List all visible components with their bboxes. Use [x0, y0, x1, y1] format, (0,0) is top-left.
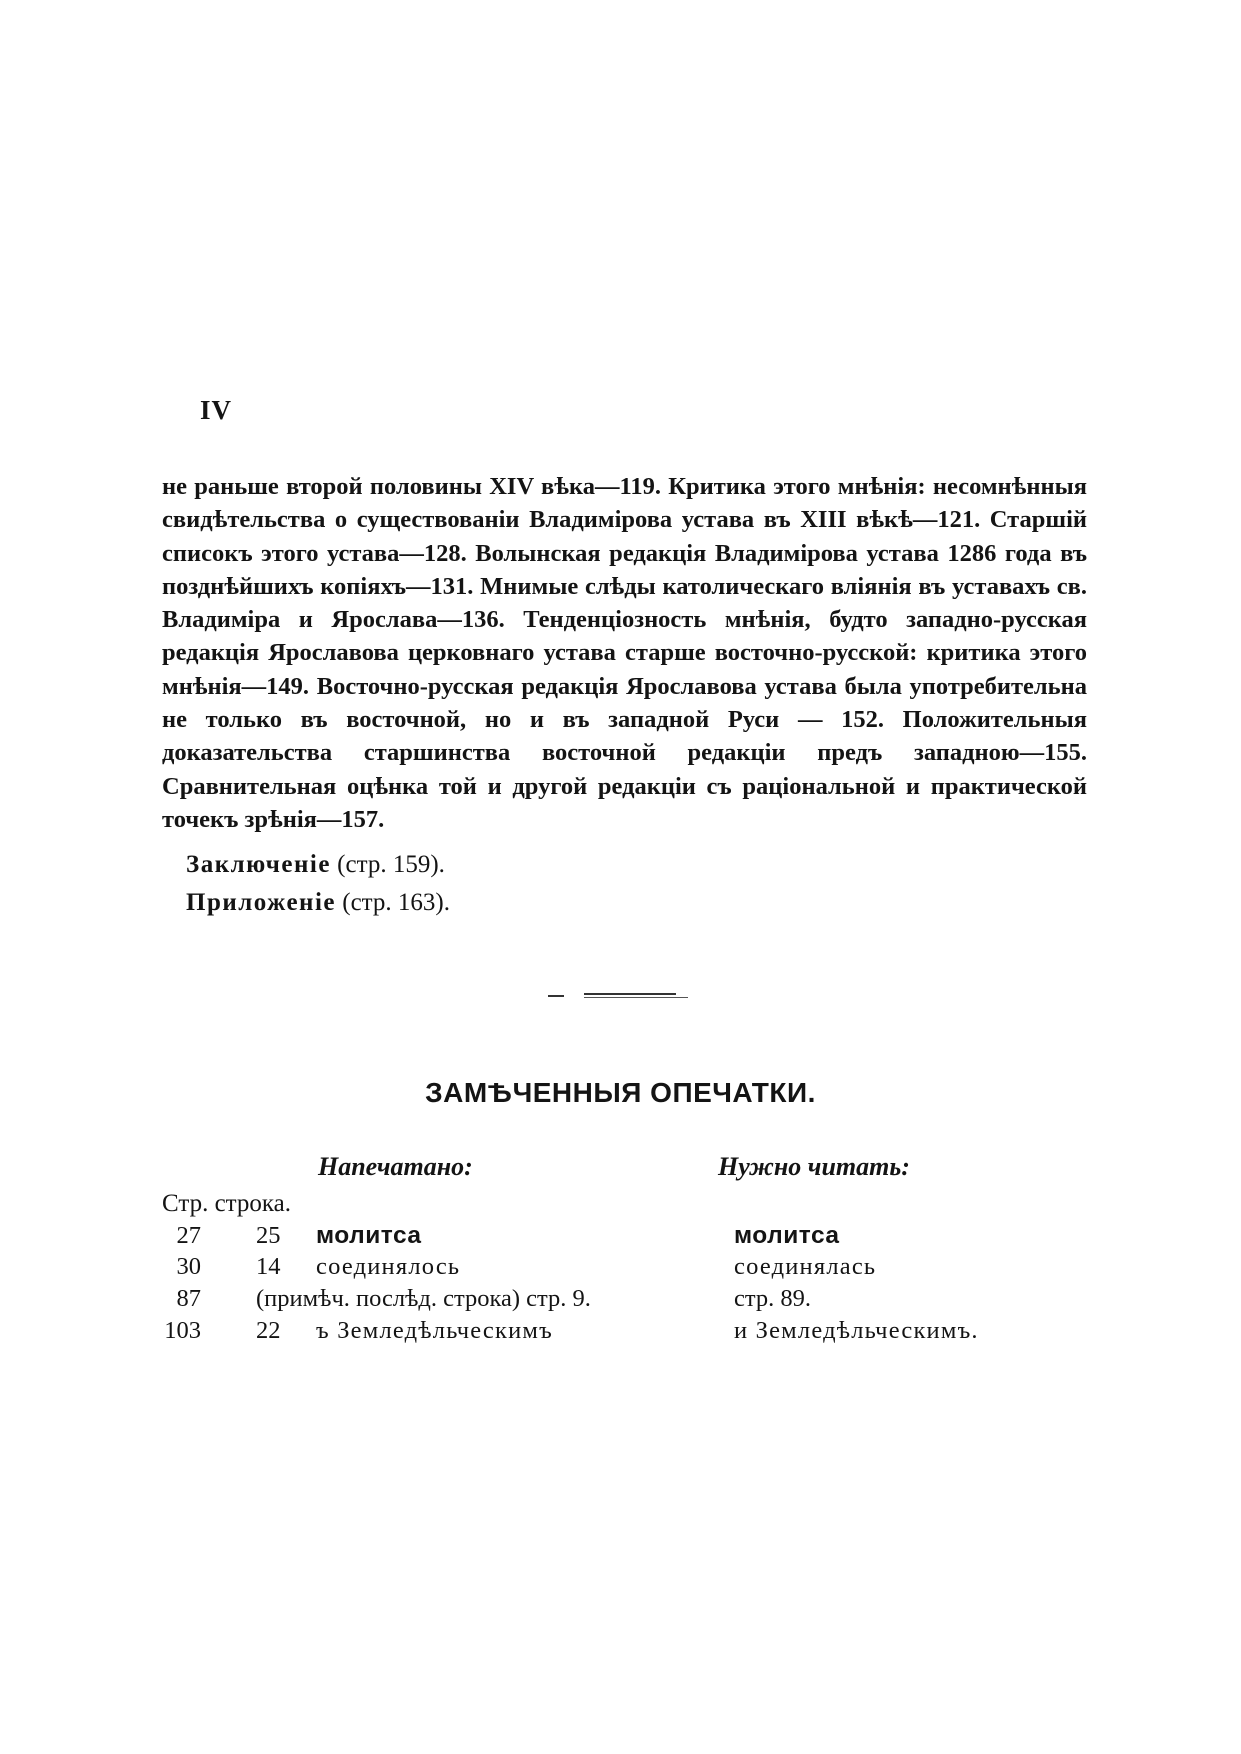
errata-subheader: Стр. строка. [162, 1190, 292, 1217]
appendix-label: Приложеніе [186, 889, 336, 916]
page-number: IV [200, 395, 233, 425]
section-separator [548, 993, 688, 999]
errata-page: 87 [176, 1285, 201, 1312]
contents-paragraph: не раньше второй половины XIV вѣка—119. Критика этого мнѣнія: несомнѣнныя свидѣтельства о существованіи Владимірова устава въ XIII вѣкѣ—121. Старшій списокъ этого устава—128. Волынская редакція Владимірова устава 1286 года въ позднѣйшихъ копіяхъ—131. Мнимые слѣды католическаго вліянія въ уставахъ св. Владиміра и Ярослава—136. Тенденціозность мнѣнія, будто западно-русская редакція Ярославова церковнаго устава старше восточно-русской: критика этого мнѣнія—149. Восточно-русская редакція Ярославова устава была употребительна не только въ восточной, но и въ западной Руси — 152. Положительныя доказательства старшинства восточной редакціи предъ западною—155. Сравнительная оцѣнка той и другой редакціи съ раціональной и практической точекъ зрѣнія—157. [162, 473, 1087, 833]
errata-col-correct: Нужно читать: [718, 1152, 910, 1181]
errata-row [0, 1222, 1241, 1254]
conclusion-label: Заключеніе [186, 851, 331, 878]
appendix-entry [186, 888, 450, 918]
errata-row [0, 1317, 1241, 1349]
errata-printed: ъ Земледѣльческимъ [316, 1317, 553, 1344]
conclusion-entry [186, 850, 445, 880]
errata-correct: соединялась [734, 1253, 877, 1280]
separator-dash [548, 995, 564, 997]
errata-col-printed: Напечатано: [318, 1152, 473, 1181]
errata-printed: молитса [316, 1222, 422, 1249]
errata-line: 22 [256, 1317, 281, 1344]
errata-printed: соединялось [316, 1253, 461, 1280]
separator-rule [584, 993, 676, 995]
conclusion-page-ref: (стр. 159). [337, 851, 445, 878]
errata-page: 27 [176, 1222, 201, 1249]
errata-line: 14 [256, 1253, 281, 1280]
errata-page: 103 [164, 1317, 201, 1344]
errata-correct: стр. 89. [734, 1285, 812, 1312]
errata-correct: молитса [734, 1222, 840, 1249]
errata-row [0, 1253, 1241, 1285]
errata-printed: (примѣч. послѣд. строка) стр. 9. [256, 1285, 591, 1312]
errata-line: 25 [256, 1222, 281, 1249]
errata-row [0, 1285, 1241, 1317]
errata-page: 30 [176, 1253, 201, 1280]
appendix-page-ref: (стр. 163). [342, 889, 450, 916]
errata-correct: и Земледѣльческимъ. [734, 1317, 979, 1344]
errata-title: ЗАМѢЧЕННЫЯ ОПЕЧАТКИ. [425, 1077, 816, 1108]
separator-rule [584, 997, 688, 998]
